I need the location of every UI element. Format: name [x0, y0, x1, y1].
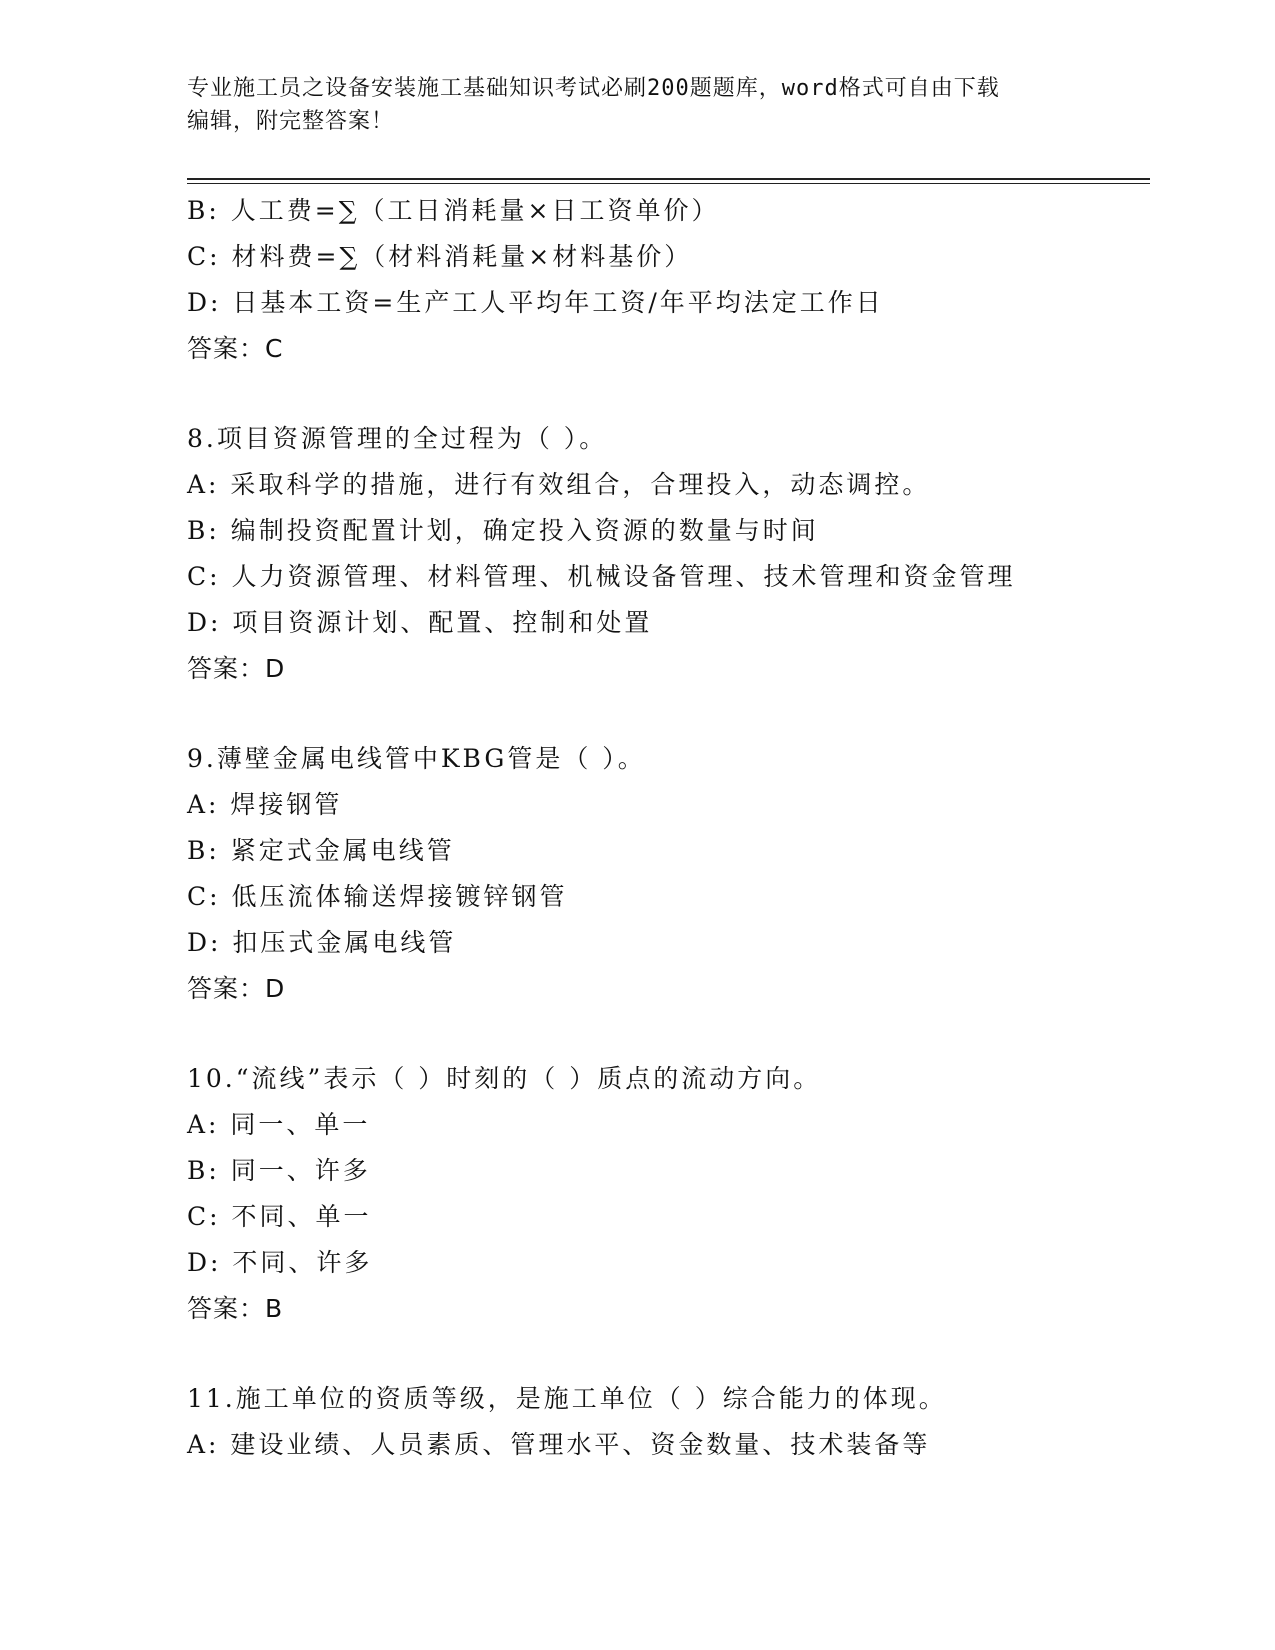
- question-8: [187, 416, 1150, 692]
- answer: 答案：D: [187, 654, 286, 683]
- question-11: [187, 1376, 1150, 1468]
- option-c: C: 低压流体输送焊接镀锌钢管: [187, 882, 568, 911]
- header-title-line-1: 专业施工员之设备安装施工基础知识考试必刷200题题库，word格式可自由下载: [187, 76, 1000, 101]
- option-a: A: 同一、单一: [187, 1110, 371, 1139]
- answer: 答案：D: [187, 974, 286, 1003]
- option-c: C: 不同、单一: [187, 1202, 372, 1231]
- question-stem: 9.薄壁金属电线管中KBG管是（ ）。: [187, 744, 646, 773]
- question-stem: 8.项目资源管理的全过程为（ ）。: [187, 424, 608, 453]
- question-10: [187, 1056, 1150, 1332]
- question-7-continued: [187, 188, 1150, 372]
- option-d: D: 扣压式金属电线管: [187, 928, 457, 957]
- option-c: C: 人力资源管理、材料管理、机械设备管理、技术管理和资金管理: [187, 562, 1016, 591]
- question-stem: 10.“流线”表示（ ）时刻的（ ）质点的流动方向。: [187, 1064, 822, 1093]
- option-a: A: 采取科学的措施，进行有效组合，合理投入，动态调控。: [187, 470, 931, 499]
- answer: 答案：B: [187, 1294, 284, 1323]
- document-header: [187, 72, 1067, 138]
- option-b: B: 人工费=∑（工日消耗量×日工资单价）: [187, 196, 720, 225]
- header-divider-thin: [187, 183, 1150, 184]
- question-stem: 11.施工单位的资质等级，是施工单位（ ）综合能力的体现。: [187, 1384, 947, 1413]
- option-d: D: 日基本工资=生产工人平均年工资/年平均法定工作日: [187, 288, 884, 317]
- option-b: B: 编制投资配置计划，确定投入资源的数量与时间: [187, 516, 819, 545]
- header-title-line-2: 编辑，附完整答案！: [187, 109, 395, 134]
- question-list: [187, 188, 1150, 1468]
- option-b: B: 紧定式金属电线管: [187, 836, 455, 865]
- option-a: A: 焊接钢管: [187, 790, 343, 819]
- option-d: D: 项目资源计划、配置、控制和处置: [187, 608, 653, 637]
- option-d: D: 不同、许多: [187, 1248, 373, 1277]
- option-b: B: 同一、许多: [187, 1156, 371, 1185]
- answer: 答案：C: [187, 334, 284, 363]
- header-divider-thick: [187, 178, 1150, 180]
- option-c: C: 材料费=∑（材料消耗量×材料基价）: [187, 242, 693, 271]
- question-9: [187, 736, 1150, 1012]
- option-a: A: 建设业绩、人员素质、管理水平、资金数量、技术装备等: [187, 1430, 931, 1459]
